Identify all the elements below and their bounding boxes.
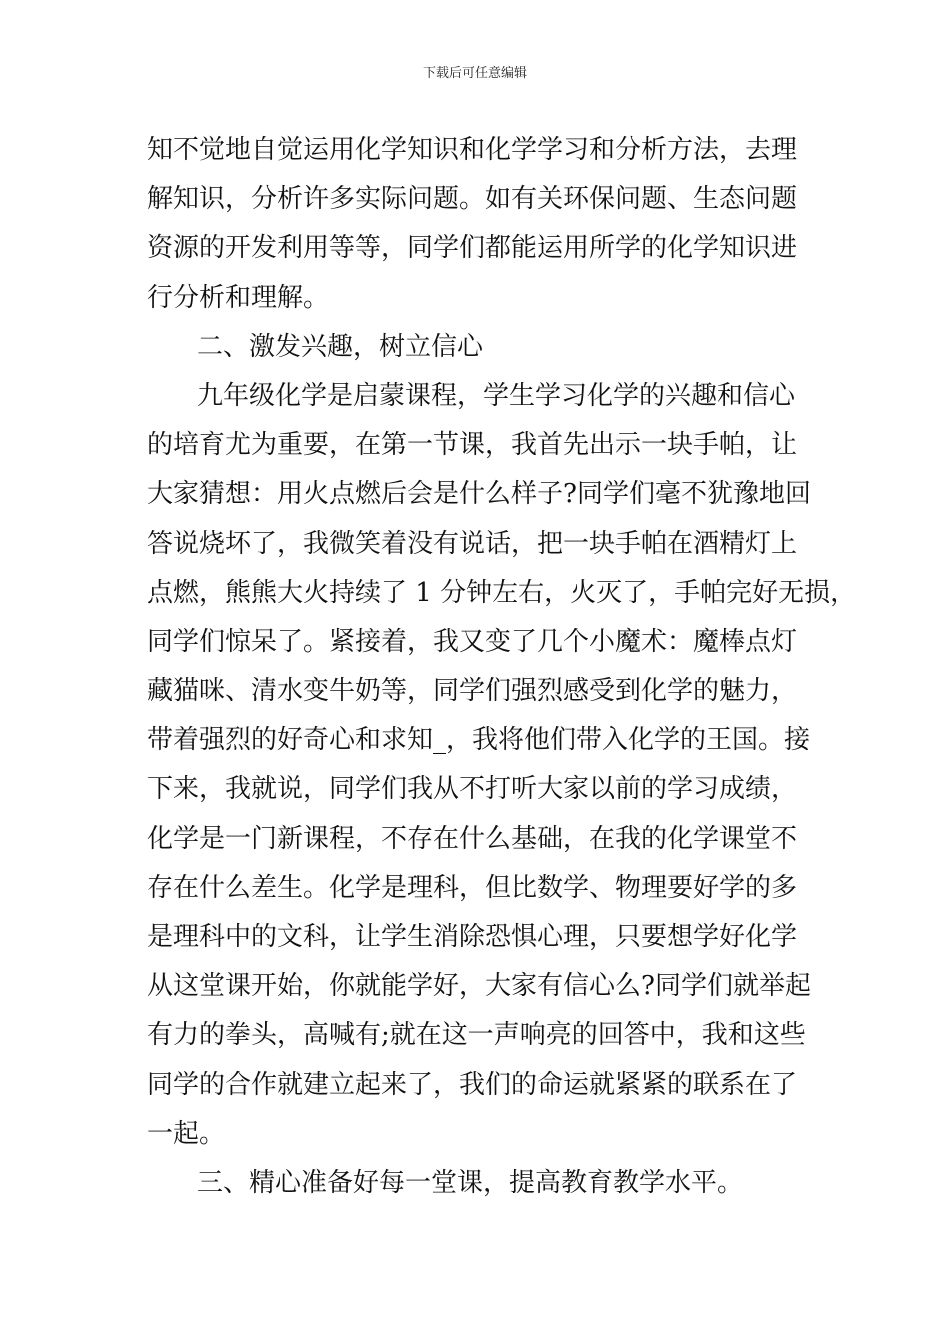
text-line: 大家猜想：用火点燃后会是什么样子?同学们毫不犹豫地回	[147, 479, 811, 510]
text-line: 答说烧坏了，我微笑着没有说话，把一块手帕在酒精灯上	[147, 528, 798, 559]
text-line: 行分析和理解。	[147, 282, 330, 313]
text-line: 点燃，熊熊大火持续了 1 分钟左右，火灭了，手帕完好无损，	[147, 577, 857, 608]
text-line: 知不觉地自觉运用化学知识和化学学习和分析方法，去理	[147, 135, 798, 165]
page-header: 下载后可任意编辑	[422, 66, 527, 81]
text-line: 三、精心准备好每一堂课，提高教育教学水平。	[197, 1167, 744, 1198]
text-line: 解知识，分析许多实际问题。如有关环保问题、生态问题	[147, 184, 798, 215]
text-line: 化学是一门新课程，不存在什么基础，在我的化学课堂不	[147, 823, 798, 854]
text-line: 的培育尤为重要，在第一节课，我首先出示一块手帕，让	[147, 430, 798, 461]
text-line: 存在什么差生。化学是理科，但比数学、物理要好学的多	[147, 872, 798, 903]
text-line: 资源的开发利用等等，同学们都能运用所学的化学知识进	[147, 233, 798, 264]
body-text	[147, 130, 857, 1212]
text-line: 是理科中的文科，让学生消除恐惧心理，只要想学好化学	[147, 922, 798, 952]
text-line: 同学的合作就建立起来了，我们的命运就紧紧的联系在了	[147, 1069, 798, 1100]
text-line: 藏猫咪、清水变牛奶等，同学们强烈感受到化学的魅力，	[147, 676, 798, 707]
text-line: 有力的拳头，高喊有;就在这一声响亮的回答中，我和这些	[147, 1020, 806, 1051]
text-line: 带着强烈的好奇心和求知_，我将他们带入化学的王国。接	[147, 725, 811, 756]
text-line: 九年级化学是启蒙课程，学生学习化学的兴趣和信心	[197, 380, 796, 411]
text-line: 从这堂课开始，你就能学好，大家有信心么?同学们就举起	[147, 971, 811, 1002]
text-line: 下来，我就说，同学们我从不打听大家以前的学习成绩，	[147, 774, 798, 805]
text-line: 一起。	[147, 1118, 226, 1149]
text-line: 二、激发兴趣，树立信心	[197, 331, 484, 362]
text-line: 同学们惊呆了。紧接着，我又变了几个小魔术：魔棒点灯	[147, 626, 798, 657]
